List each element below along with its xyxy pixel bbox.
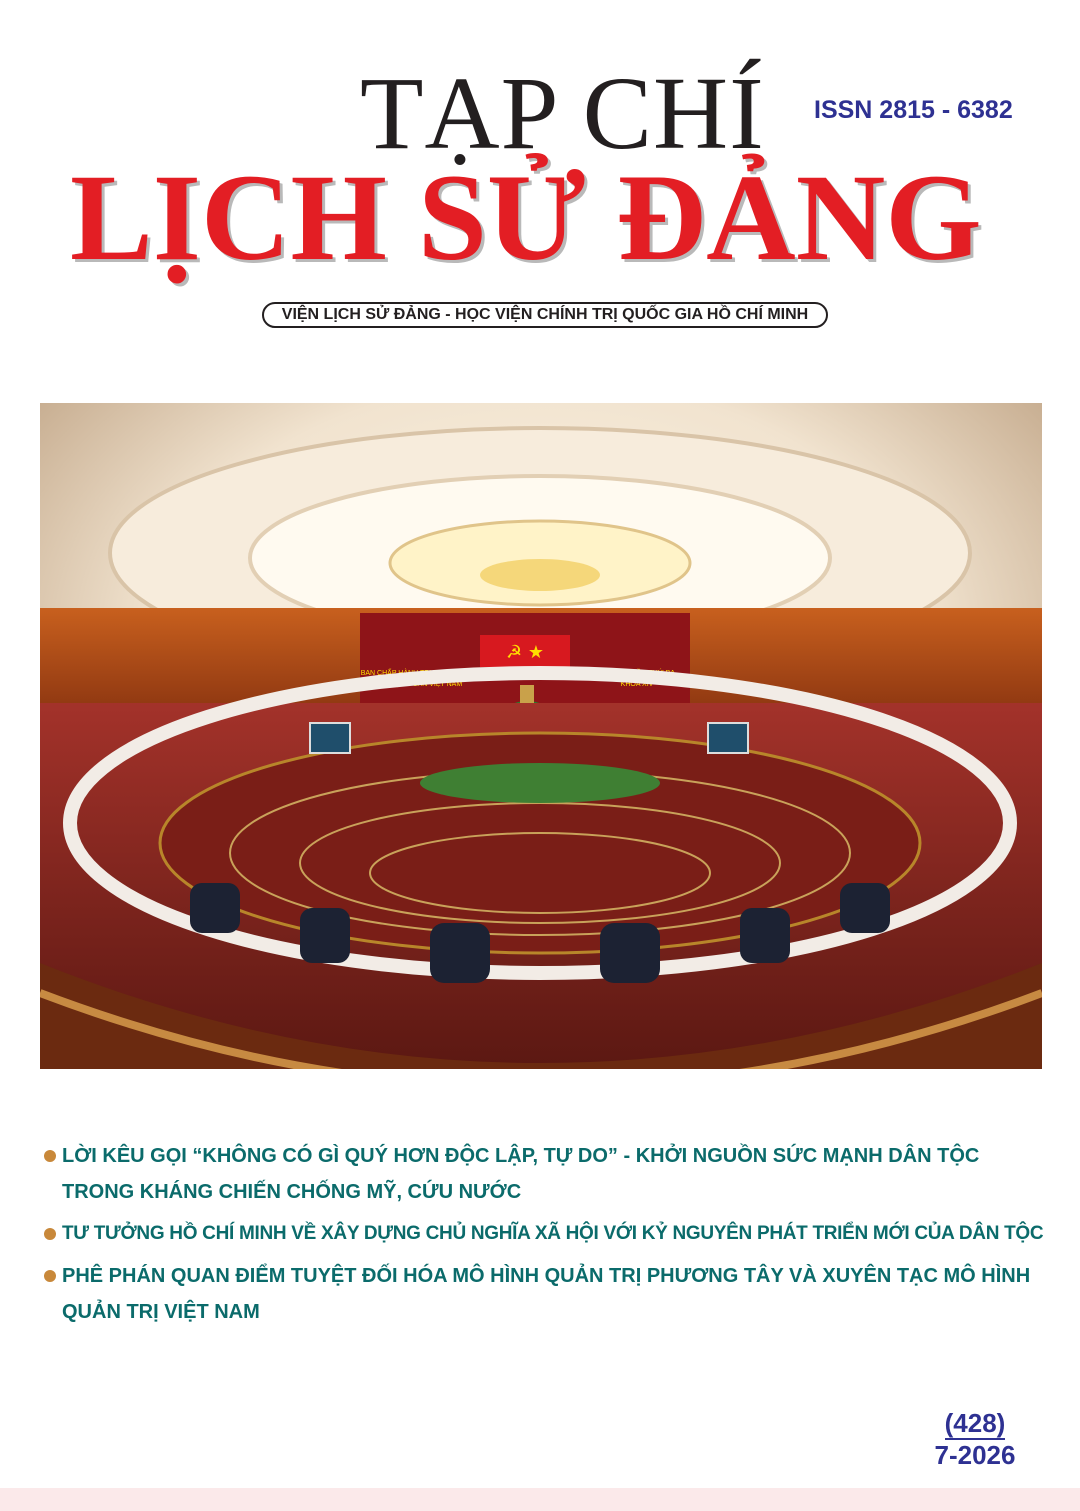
headline-text: PHÊ PHÁN QUAN ĐIỂM TUYỆT ĐỐI HÓA MÔ HÌNH QUẢN TRỊ PHƯƠNG TÂY VÀ XUYÊN TẠC MÔ HÌNH QUẢN TRỊ VIỆT NAM (62, 1265, 1031, 1323)
headline-item (44, 1258, 1044, 1330)
issue-info (930, 1408, 1020, 1470)
issue-date: 7-2026 (934, 1440, 1016, 1470)
footer-decoration (0, 1488, 1080, 1511)
bullet-dot (44, 1150, 56, 1162)
headline-text: TƯ TƯỞNG HỒ CHÍ MINH VỀ XÂY DỰNG CHỦ NGHĨA XÃ HỘI VỚI KỶ NGUYÊN PHÁT TRIỂN MỚI CỦA DÂN TỘC (62, 1223, 1044, 1244)
headline-list (44, 1138, 1044, 1336)
publisher-line (262, 302, 828, 328)
banner-right-line1: HỘI NGHỊ LẦN THỨ BA (599, 670, 675, 677)
conference-hall-illustration (40, 403, 1042, 1069)
headline-text: LỜI KÊU GỌI “KHÔNG CÓ GÌ QUÝ HƠN ĐỘC LẬP, TỰ DO” - KHỞI NGUỒN SỨC MẠNH DÂN TỘC TRONG KHÁNG CHIẾN CHỐNG MỸ, CỨU NƯỚC (62, 1145, 980, 1203)
issn-number: ISSN 2815 - 6382 (814, 96, 1013, 124)
publisher-text: VIỆN LỊCH SỬ ĐẢNG - HỌC VIỆN CHÍNH TRỊ QUỐC GIA HỒ CHÍ MINH (281, 306, 809, 323)
headline-item (44, 1216, 1044, 1252)
headline-item (44, 1138, 1044, 1210)
banner-left-line2: ĐẢNG CỘNG SẢN VIỆT NAM (367, 681, 463, 688)
banner-left-line1: BAN CHẤP HÀNH TRUNG ƯƠNG (360, 670, 470, 677)
svg-text:☭ ★: ☭ ★ (506, 642, 544, 663)
magazine-label: TẠP CHÍ (360, 56, 765, 171)
bullet-dot (44, 1228, 56, 1240)
cover-photo (40, 403, 1042, 1069)
magazine-title: LỊCH SỬ ĐẢNG (70, 149, 982, 286)
banner-right-line2: KHÓA XIV (620, 681, 654, 688)
bullet-dot (44, 1270, 56, 1282)
issue-number: (428) (944, 1408, 1006, 1438)
